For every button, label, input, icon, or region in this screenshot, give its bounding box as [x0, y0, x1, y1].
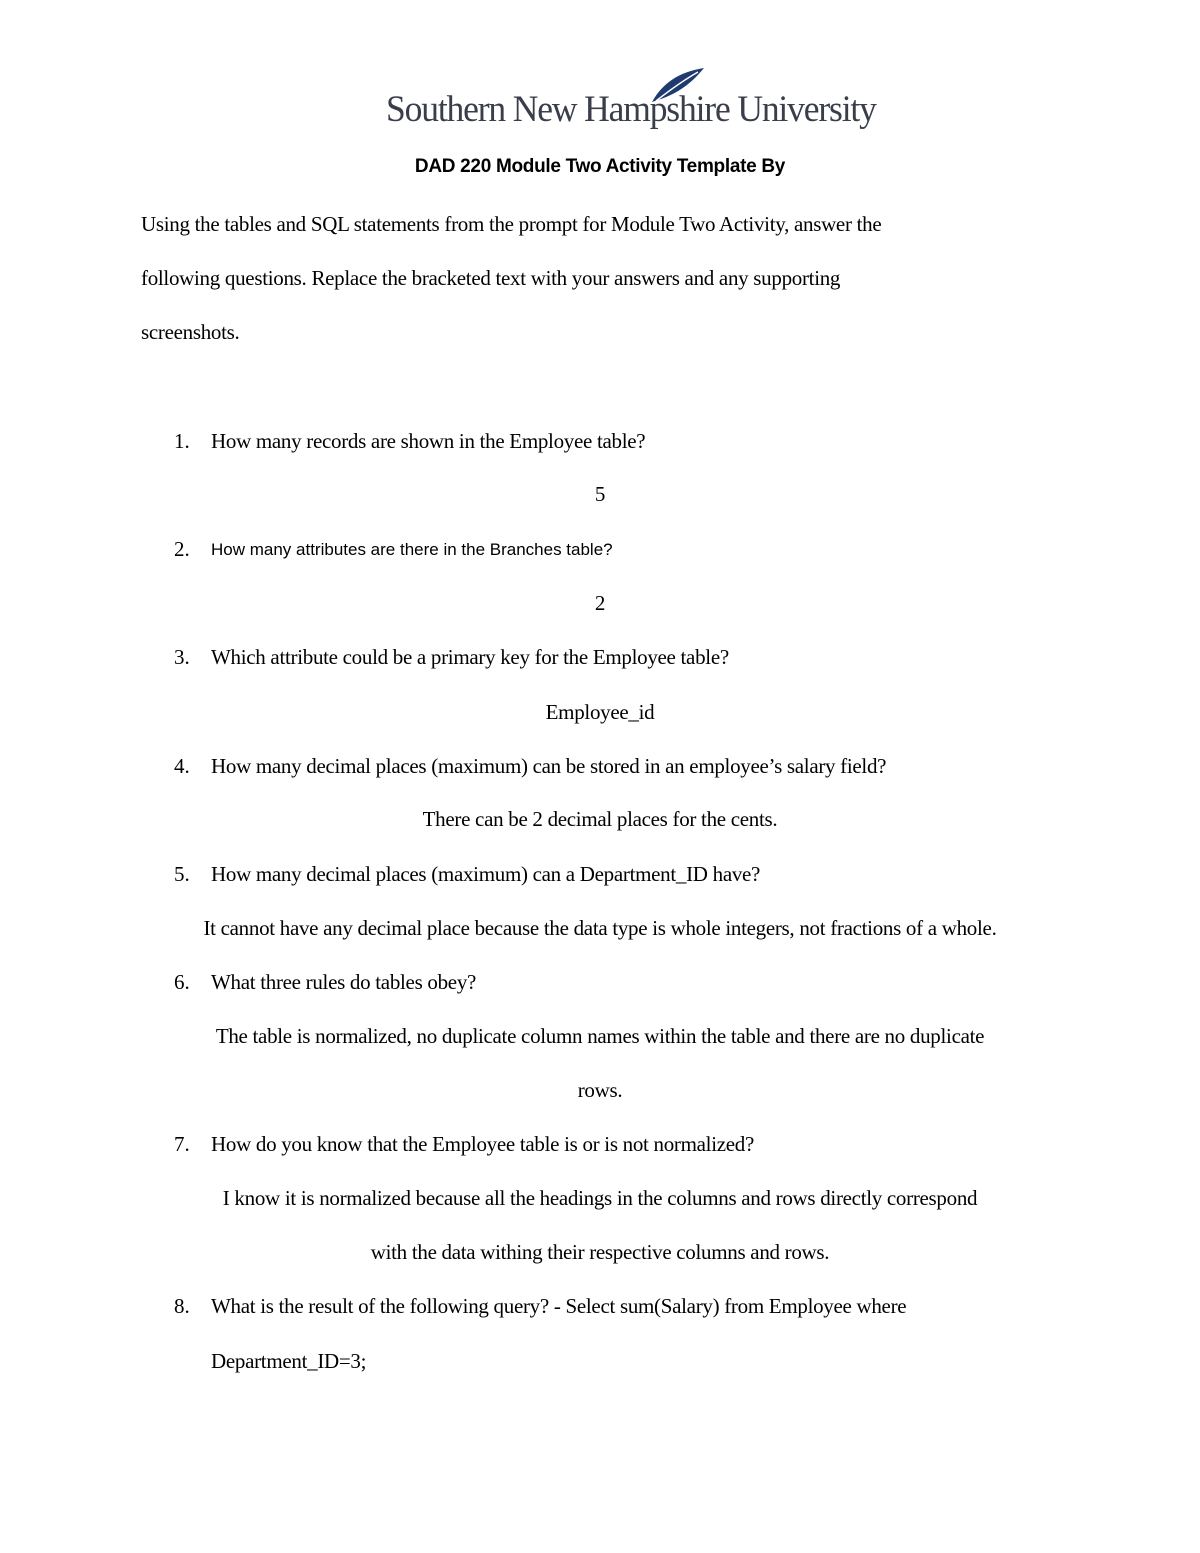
answer-text-line-2: with the data withing their respective columns and rows. [370, 1240, 830, 1264]
intro-line-1: Using the tables and SQL statements from the prompt for Module Two Activity, answer the [141, 212, 882, 236]
question-number: 1. [174, 429, 190, 453]
answer-text: Employee_id [545, 700, 655, 724]
intro-line-3: screenshots. [141, 320, 240, 344]
question-number: 2. [174, 537, 190, 561]
question-text: How many decimal places (maximum) can a Department_ID have? [211, 862, 761, 886]
question-text-line-1: What is the result of the following query? - Select sum(Salary) from Employee where [211, 1294, 907, 1318]
answer-text: It cannot have any decimal place because the data type is whole integers, not fractions of a whole. [203, 916, 997, 940]
question-text: What three rules do tables obey? [211, 970, 477, 994]
answer-text: 5 [594, 482, 606, 506]
logo-text: Southern New Hampshire University [386, 89, 876, 130]
question-number: 5. [174, 862, 190, 886]
question-number: 7. [174, 1132, 190, 1156]
university-logo [386, 66, 876, 138]
answer-text-line-2: rows. [577, 1078, 623, 1102]
document-title: DAD 220 Module Two Activity Template By [414, 156, 786, 177]
answer-text-line-1: The table is normalized, no duplicate column names within the table and there are no duplicate [215, 1024, 985, 1048]
question-number: 3. [174, 645, 190, 669]
answer-text: There can be 2 decimal places for the cents. [422, 807, 778, 831]
question-text-line-2: Department_ID=3; [211, 1349, 367, 1373]
answer-text-line-1: I know it is normalized because all the headings in the columns and rows directly correspond [222, 1186, 978, 1210]
question-number: 6. [174, 970, 190, 994]
intro-line-2: following questions. Replace the bracketed text with your answers and any supporting [141, 266, 841, 290]
question-text: How many attributes are there in the Branches table? [211, 540, 613, 559]
question-text: Which attribute could be a primary key for the Employee table? [211, 645, 729, 669]
question-number: 4. [174, 754, 190, 778]
question-text: How many decimal places (maximum) can be stored in an employee’s salary field? [211, 754, 887, 778]
answer-text: 2 [594, 591, 606, 615]
question-text: How many records are shown in the Employee table? [211, 429, 646, 453]
question-number: 8. [174, 1294, 190, 1318]
question-text: How do you know that the Employee table is or is not normalized? [211, 1132, 755, 1156]
